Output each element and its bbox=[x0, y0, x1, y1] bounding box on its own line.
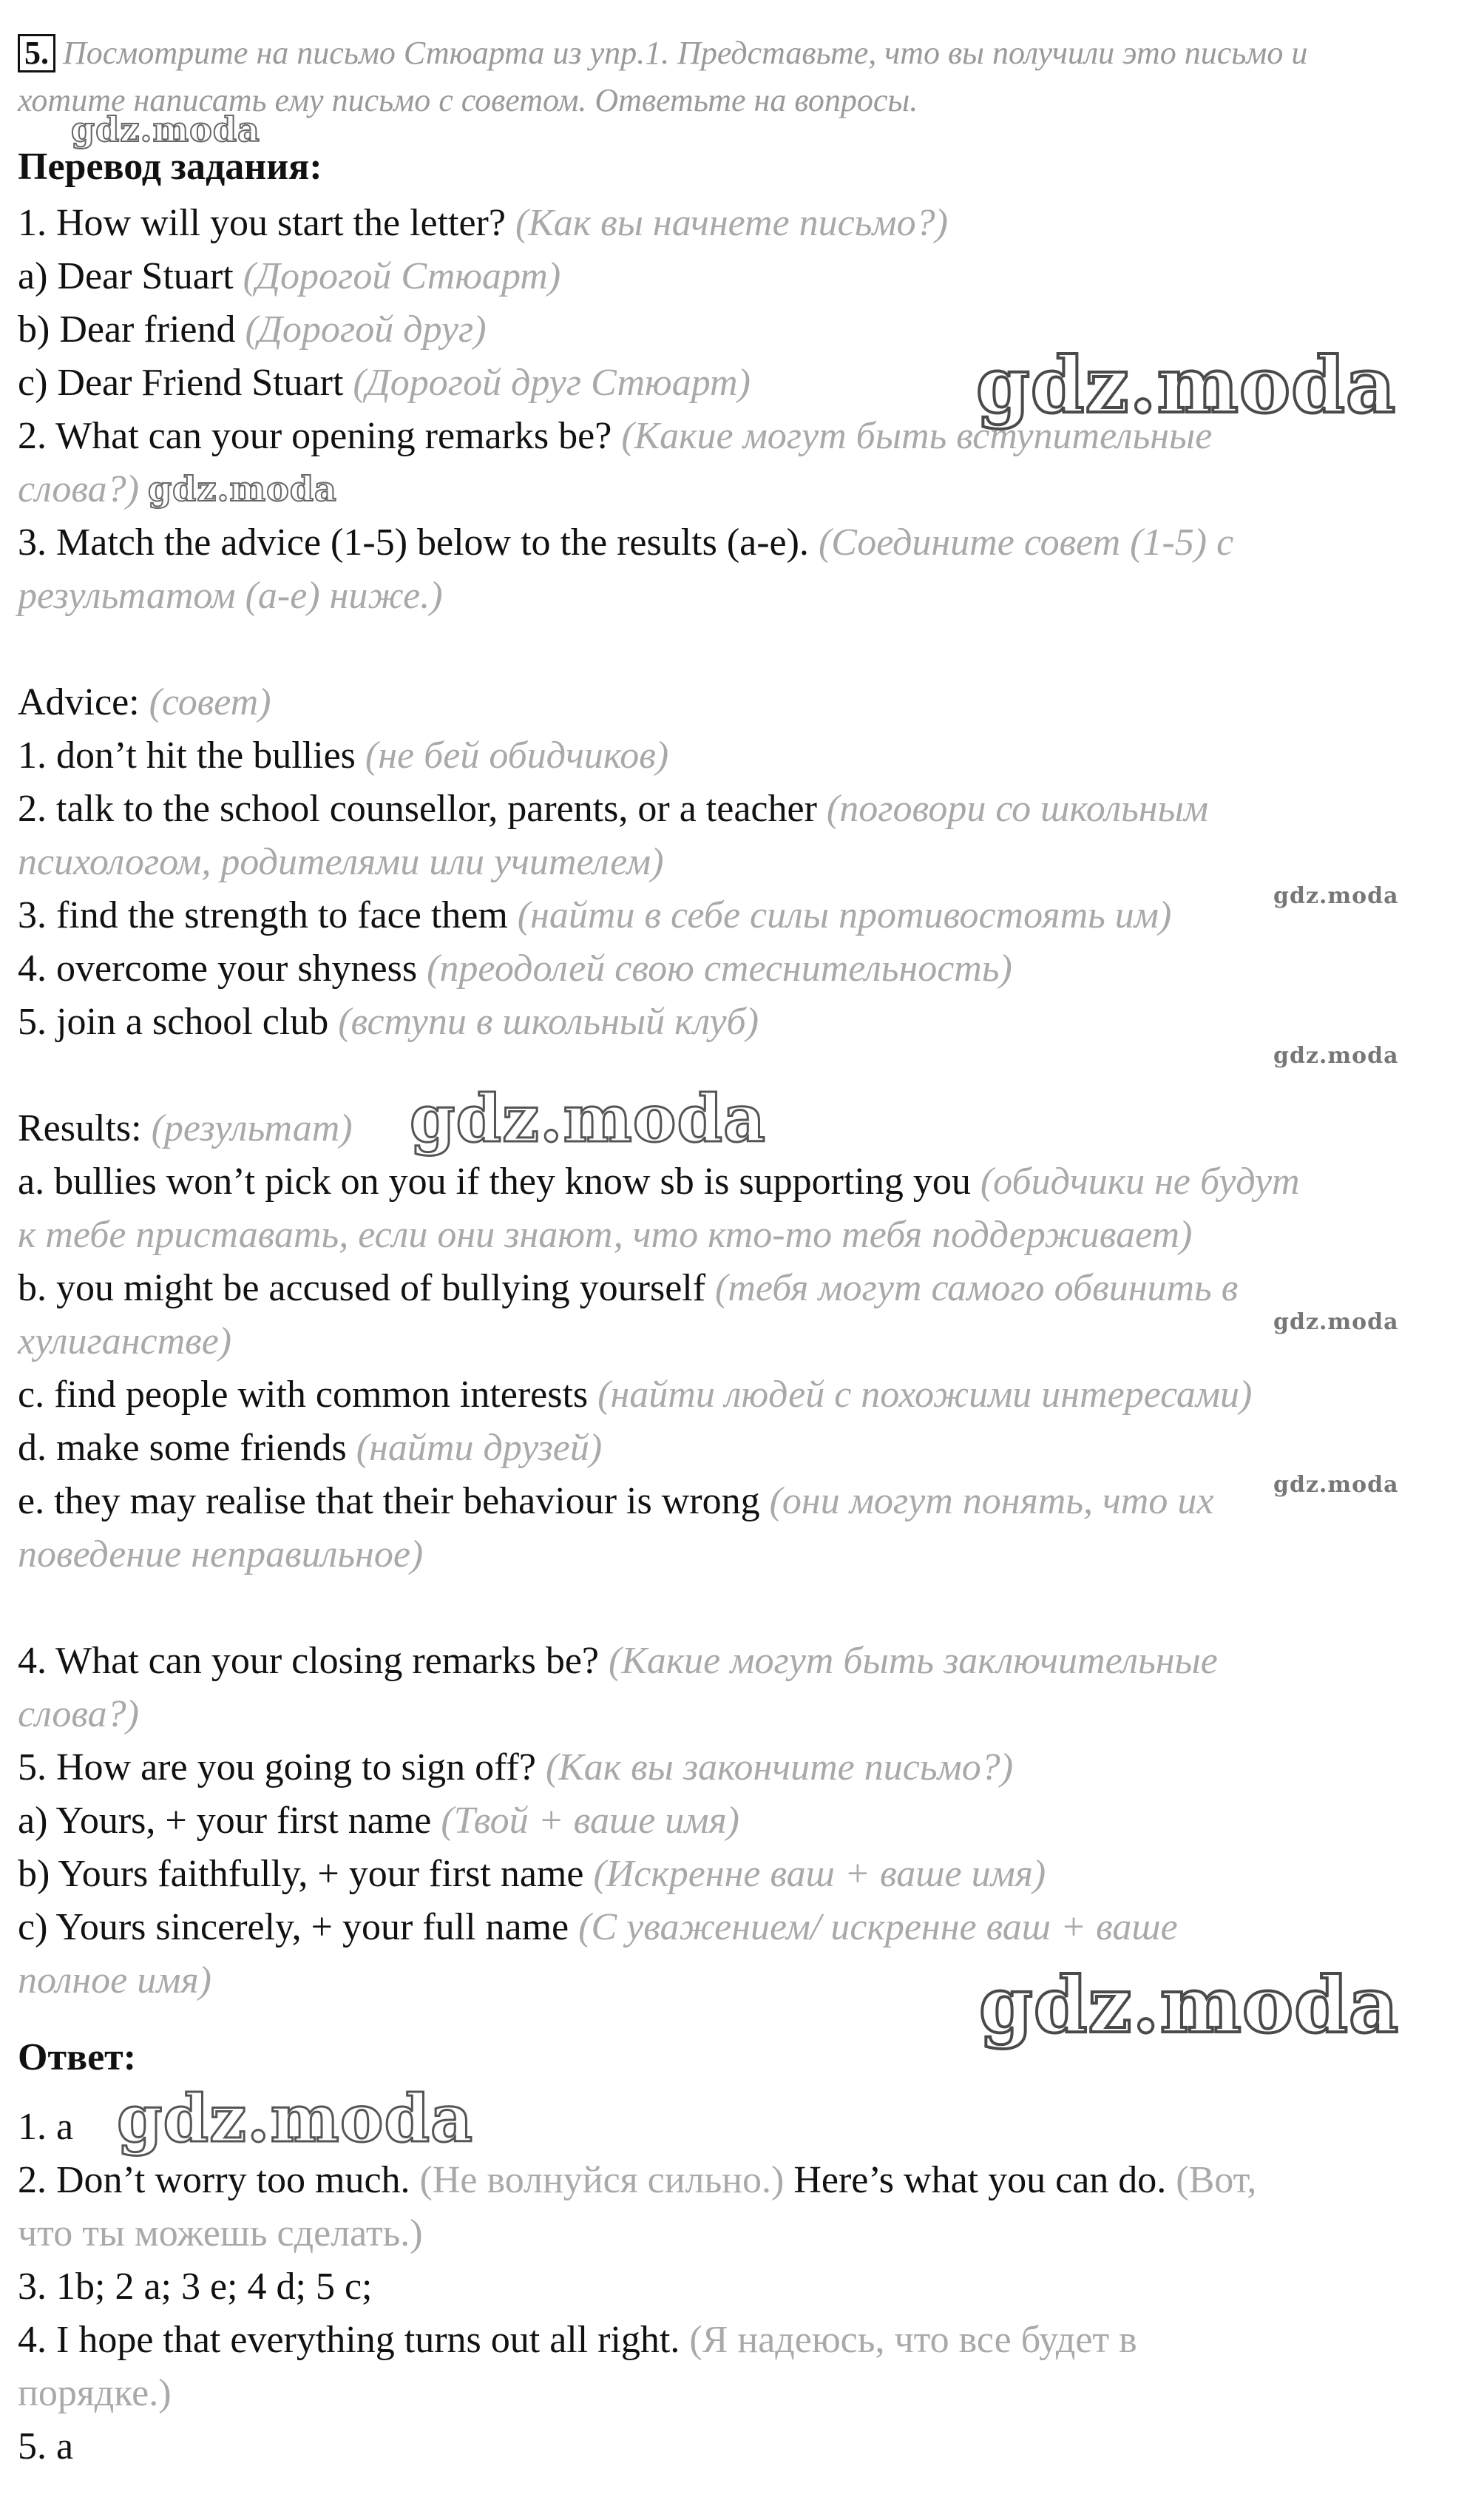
task-text: Посмотрите на письмо Стюарта из упр.1. Представьте, что вы получили это письмо и хотите написать ему письмо с советом. Ответьте на вопросы. bbox=[18, 35, 1308, 118]
question-4-en: 4. What can your closing remarks be? bbox=[18, 1640, 599, 1682]
question-1-en: 1. How will you start the letter? bbox=[18, 202, 506, 244]
result-c-en: c. find people with common interests bbox=[18, 1374, 589, 1416]
option-5c-ru-cont: полное имя) bbox=[18, 1959, 211, 2002]
answer-2-en-2: Here’s what you can do. bbox=[793, 2159, 1167, 2201]
option-1c-ru: (Дорогой друг Стюарт) bbox=[353, 362, 751, 404]
advice-2-en: 2. talk to the school counsellor, parents, or a teacher bbox=[18, 788, 817, 830]
advice-heading-ru: (совет) bbox=[149, 681, 271, 723]
option-1b-en: b) Dear friend bbox=[18, 308, 236, 351]
result-b-ru-cont: хулиганстве) bbox=[18, 1320, 232, 1362]
answer-1: 1. a bbox=[18, 2106, 74, 2148]
question-3-ru-cont: результатом (a-e) ниже.) bbox=[18, 575, 443, 617]
question-1 bbox=[18, 201, 1455, 246]
result-e-ru-cont: поведение неправильное) bbox=[18, 1533, 424, 1575]
watermark: gdz.moda bbox=[1273, 883, 1399, 909]
advice-2 bbox=[18, 787, 1455, 831]
question-3 bbox=[18, 521, 1455, 565]
result-d-en: d. make some friends bbox=[18, 1427, 347, 1469]
advice-4 bbox=[18, 947, 1455, 991]
result-c-ru: (найти людей с похожими интересами) bbox=[597, 1374, 1253, 1416]
result-a bbox=[18, 1160, 1455, 1204]
advice-2-ru: (поговори со школьным bbox=[826, 788, 1209, 830]
option-1a-ru: (Дорогой Стюарт) bbox=[243, 255, 561, 297]
question-2-ru-cont: слова?) bbox=[18, 468, 139, 510]
answer-4-ru: (Я надеюсь, что все будет в bbox=[689, 2319, 1137, 2361]
option-5a-ru: (Твой + ваше имя) bbox=[441, 1800, 739, 1842]
watermark: gdz.moda bbox=[1273, 1472, 1399, 1498]
answer-2-en-1: 2. Don’t worry too much. bbox=[18, 2159, 410, 2201]
task-number: 5. bbox=[18, 34, 55, 72]
advice-4-en: 4. overcome your shyness bbox=[18, 947, 418, 990]
watermark: gdz.moda bbox=[117, 2080, 474, 2157]
answer-2-ru-1: (Не волнуйся сильно.) bbox=[419, 2159, 785, 2201]
question-5-en: 5. How are you going to sign off? bbox=[18, 1746, 536, 1788]
question-5 bbox=[18, 1746, 1455, 1790]
option-5c-ru: (С уважением/ искренне ваш + ваше bbox=[578, 1906, 1178, 1948]
option-1a-en: a) Dear Stuart bbox=[18, 255, 234, 297]
option-5b bbox=[18, 1852, 1455, 1896]
question-4-ru: (Какие могут быть заключительные bbox=[609, 1640, 1218, 1682]
option-5b-ru: (Искренне ваш + ваше имя) bbox=[593, 1853, 1046, 1895]
result-a-ru-cont: к тебе приставать, если они знают, что кто-то тебя поддерживает) bbox=[18, 1214, 1193, 1256]
question-3-ru: (Соедините совет (1-5) с bbox=[818, 521, 1234, 564]
question-2-en: 2. What can your opening remarks be? bbox=[18, 415, 612, 457]
advice-2-ru-cont: психологом, родителями или учителем) bbox=[18, 841, 664, 883]
answer-2 bbox=[18, 2158, 1455, 2203]
advice-3-en: 3. find the strength to face them bbox=[18, 894, 508, 936]
watermark: gdz.moda bbox=[976, 340, 1397, 430]
advice-heading-en: Advice: bbox=[18, 681, 140, 723]
advice-3 bbox=[18, 894, 1455, 938]
option-5a bbox=[18, 1799, 1455, 1843]
option-5b-en: b) Yours faithfully, + your first name bbox=[18, 1853, 584, 1895]
result-c bbox=[18, 1373, 1455, 1417]
answer-4-en: 4. I hope that everything turns out all right. bbox=[18, 2319, 680, 2361]
advice-heading bbox=[18, 680, 1455, 725]
result-a-en: a. bullies won’t pick on you if they know sb is supporting you bbox=[18, 1161, 971, 1203]
question-4 bbox=[18, 1639, 1455, 1683]
watermark: gdz.moda bbox=[1273, 1043, 1399, 1069]
option-1c-en: c) Dear Friend Stuart bbox=[18, 362, 344, 404]
watermark: gdz.moda bbox=[71, 109, 260, 149]
result-e bbox=[18, 1479, 1455, 1524]
option-1b-ru: (Дорогой друг) bbox=[245, 308, 487, 351]
answer-3: 3. 1b; 2 a; 3 e; 4 d; 5 c; bbox=[18, 2266, 373, 2308]
advice-1 bbox=[18, 734, 1455, 778]
advice-1-en: 1. don’t hit the bullies bbox=[18, 734, 356, 777]
result-e-en: e. they may realise that their behaviour is wrong bbox=[18, 1480, 760, 1522]
question-5-ru: (Как вы закончите письмо?) bbox=[545, 1746, 1014, 1788]
answer-heading: Ответ: bbox=[18, 2036, 137, 2078]
advice-4-ru: (преодолей свою стеснительность) bbox=[427, 947, 1012, 990]
answer-4-ru-cont: порядке.) bbox=[18, 2372, 172, 2414]
watermark: gdz.moda bbox=[410, 1080, 767, 1157]
watermark: gdz.moda bbox=[1273, 1309, 1399, 1335]
results-heading-ru: (результат) bbox=[151, 1107, 353, 1149]
advice-3-ru: (найти в себе силы противостоять им) bbox=[517, 894, 1172, 936]
option-1a bbox=[18, 254, 1455, 299]
question-3-en: 3. Match the advice (1-5) below to the results (a-e). bbox=[18, 521, 809, 564]
results-heading-en: Results: bbox=[18, 1107, 142, 1149]
question-4-ru-cont: слова?) bbox=[18, 1693, 139, 1735]
answer-5: 5. a bbox=[18, 2425, 74, 2467]
advice-5 bbox=[18, 1000, 1455, 1044]
result-a-ru: (обидчики не будут bbox=[980, 1161, 1300, 1203]
result-d bbox=[18, 1426, 1455, 1470]
answer-2-ru-cont: что ты можешь сделать.) bbox=[18, 2212, 423, 2254]
question-2-ru: (Какие могут быть вступительные bbox=[621, 415, 1213, 457]
result-d-ru: (найти друзей) bbox=[356, 1427, 603, 1469]
result-b bbox=[18, 1266, 1455, 1311]
advice-5-en: 5. join a school club bbox=[18, 1001, 329, 1043]
answer-2-ru-2: (Вот, bbox=[1176, 2159, 1257, 2201]
result-b-ru: (тебя могут самого обвинить в bbox=[715, 1267, 1239, 1309]
option-5c bbox=[18, 1905, 1455, 1950]
question-1-ru: (Как вы начнете письмо?) bbox=[515, 202, 948, 244]
result-e-ru: (они могут понять, что их bbox=[769, 1480, 1214, 1522]
option-5a-en: a) Yours, + your first name bbox=[18, 1800, 432, 1842]
translation-heading: Перевод задания: bbox=[18, 146, 322, 188]
advice-5-ru: (вступи в школьный клуб) bbox=[338, 1001, 759, 1043]
result-b-en: b. you might be accused of bullying yourself bbox=[18, 1267, 706, 1309]
option-5c-en: c) Yours sincerely, + your full name bbox=[18, 1906, 569, 1948]
answer-4 bbox=[18, 2318, 1455, 2362]
watermark: gdz.moda bbox=[148, 469, 337, 509]
advice-1-ru: (не бей обидчиков) bbox=[365, 734, 669, 777]
watermark: gdz.moda bbox=[979, 1959, 1400, 2050]
